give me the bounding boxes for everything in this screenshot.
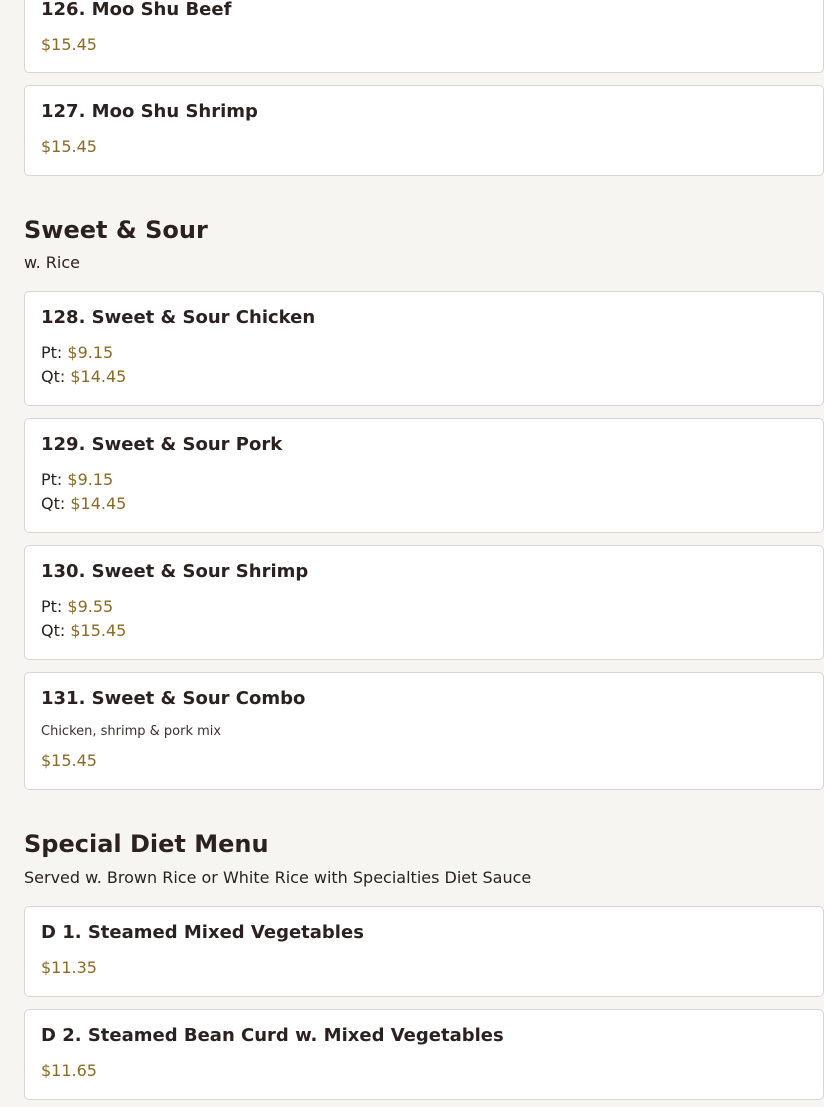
menu-item-card[interactable]	[24, 545, 824, 660]
pint-price-row	[41, 341, 113, 365]
pint-label: Pt:	[41, 597, 63, 616]
item-name: 128. Sweet & Sour Chicken	[41, 307, 316, 328]
section-subtitle: w. Rice	[24, 253, 80, 272]
section-title: Special Diet Menu	[24, 830, 269, 858]
quart-price-row	[41, 619, 126, 643]
section-subtitle: Served w. Brown Rice or White Rice with Specialties Diet Sauce	[24, 868, 532, 887]
pint-price: $9.55	[67, 597, 114, 616]
item-name: D 1. Steamed Mixed Vegetables	[41, 922, 364, 943]
quart-label: Qt:	[41, 367, 66, 386]
quart-label: Qt:	[41, 494, 66, 513]
item-price: $15.45	[41, 35, 97, 54]
pint-price-row	[41, 468, 113, 492]
quart-price: $14.45	[70, 367, 127, 386]
quart-price-row	[41, 365, 126, 389]
item-name: 131. Sweet & Sour Combo	[41, 688, 306, 709]
pint-price: $9.15	[67, 343, 114, 362]
item-price: $15.45	[41, 137, 97, 156]
quart-label: Qt:	[41, 621, 66, 640]
item-name: 129. Sweet & Sour Pork	[41, 434, 283, 455]
menu-item-card[interactable]	[24, 291, 824, 406]
menu-item-card[interactable]	[24, 672, 824, 790]
pint-label: Pt:	[41, 343, 63, 362]
quart-price-row	[41, 492, 126, 516]
menu-item-card[interactable]	[24, 1009, 824, 1100]
item-price: $11.35	[41, 958, 97, 977]
item-price: $15.45	[41, 751, 97, 770]
pint-label: Pt:	[41, 470, 63, 489]
pint-price-row	[41, 595, 113, 619]
pint-price: $9.15	[67, 470, 114, 489]
quart-price: $14.45	[70, 494, 127, 513]
section-title: Sweet & Sour	[24, 216, 208, 244]
menu-item-card[interactable]	[24, 0, 824, 73]
item-name: 130. Sweet & Sour Shrimp	[41, 561, 309, 582]
menu-item-card[interactable]	[24, 85, 824, 176]
menu-item-card[interactable]	[24, 418, 824, 533]
item-name: D 2. Steamed Bean Curd w. Mixed Vegetables	[41, 1025, 504, 1046]
item-name: 127. Moo Shu Shrimp	[41, 101, 258, 122]
item-name: 126. Moo Shu Beef	[41, 0, 232, 20]
item-description: Chicken, shrimp & pork mix	[41, 724, 222, 739]
menu-item-card[interactable]	[24, 906, 824, 997]
item-price: $11.65	[41, 1061, 97, 1080]
quart-price: $15.45	[70, 621, 127, 640]
